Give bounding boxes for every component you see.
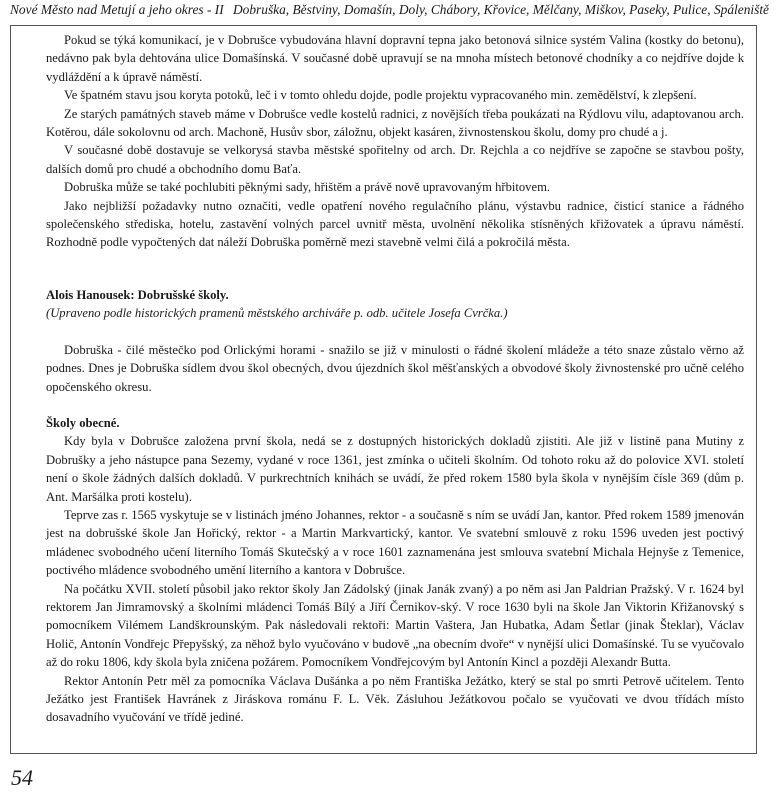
section-heading: Školy obecné. xyxy=(46,415,120,430)
paragraph: Kdy byla v Dobrušce založena první škola, nedá se z dostupných historických dokladů zjistiti. Ale již v listině pana Mutiny z Dobrušky a jeho nástupce pana Sezemy, vydané v roce 1361, jest zmínka o učiteli školním. Od tohoto roku až do polovice XVI. století není o škole žádných dalších dokladů. V purkrechtních knihách se uvádí, že před rokem 1580 byla škola v nynějším čísle 369 (dům p. Ant. Maršálka proti kostelu). xyxy=(46,434,744,504)
paragraph: Jako nejbližší požadavky nutno označiti, vedle opatření nového regulačního plánu, výstavbu radnice, čisticí stanice a řádného společenského střediska, hotelu, zastavění volných parcel uvnitř města, uvolnění několika stísněných křižovatek a úpravu náměstí. Rozhodně podle vypočtených dat náleží Dobruška poměrně mezi stavebně velmi čilá a pokročilá města. xyxy=(46,198,744,250)
article-title: Alois Hanousek: Dobrušské školy. xyxy=(46,287,229,302)
page-body xyxy=(46,31,744,727)
paragraph: Pokud se týká komunikací, je v Dobrušce vybudována hlavní dopravní tepna jako betonová silnice systém Valina (kostky do betonu), nedávno pak byla dehtována ulice Domašínská. V současné době upravují se na mnoha místech betonové chodníky a co nejdříve dojde k vydláždění a k úpravě náměstí. xyxy=(46,33,744,84)
article-intro: Dobruška - čilé městečko pod Orlickými horami - snažilo se již v minulosti o řádné školení mládeže a této snaze zůstalo věrno až podnes. Dnes je Dobruška sídlem dvou škol obecných, dvou újezdních škol měšťanských a obvodové školy živnostenské pro učně celého opočenského okresu. xyxy=(46,342,744,394)
spacer xyxy=(46,396,744,414)
paragraph: Ze starých památných staveb máme v Dobrušce vedle kostelů radnici, z novějších třeba poukázati na Rýdlovu vilu, adaptovanou arch. Kotěrou, dále sokolovnu od arch. Machoně, Husův sbor, záložnu, objekt kasáren, živnostenskou školu, domy pro chudé a j. xyxy=(46,106,744,140)
article-subtitle: (Upraveno podle historických pramenů městského archiváře p. odb. učitele Josefa Cvrčka.) xyxy=(46,306,508,321)
paragraph: Ve špatném stavu jsou koryta potoků, leč i v tomto ohledu dojde, podle projektu vypracovaného min. zemědělství, k zlepšení. xyxy=(64,88,697,103)
header-place-list: Dobruška, Běstviny, Domašín, Doly, Chábory, Křovice, Mělčany, Miškov, Paseky, Pulice, Spáleniště xyxy=(232,2,769,17)
page-number: 54 xyxy=(11,765,33,790)
paragraph: Na počátku XVII. století působil jako rektor školy Jan Zádolský (jinak Janák zvaný) a po něm asi Jan Paldrian Pražský. V r. 1624 byl rektorem Jan Jimramovský a školními mládenci Tomáš Bílý a Jiří Černikov-ský. V roce 1630 byli na škole Jan Viktorin Křižanovský s pomocníkem Vilémem Landškrounským. Pak následovali rektoři: Martin Vaštera, Jan Hubatka, Adam Šetlar (jinak Šteklar), Václav Holič, Antonín Vondřejc Přepyšský, za něhož bylo vyučováno v budově „na obecním dvoře“ v nynější ulici Domašínské. Tu se vyučovalo až do roku 1806, kdy škola byla zničena požárem. Pomocníkem Vondřejcovým byl Antonín Kincl a později Alexandr Butta. xyxy=(46,581,744,670)
paragraph: Teprve zas r. 1565 vyskytuje se v listinách jméno Johannes, rektor - a současně s ním se uvádí Jan, kantor. Před rokem 1589 jmenován jest na dobrušské škole Jan Hořický, rektor - a Martin Markvartický, kantor. Ve svatební smlouvě z roku 1596 uveden jest poctivý mládenec svobodného učení literního Tomáš Skutečský a v roce 1601 zaznamenána jest smlouva svatební Michala Hejnyše z Temenice, poctivého mládence svobodného umění literního a kantora v Dobrušce. xyxy=(46,507,744,578)
paragraph: Rektor Antonín Petr měl za pomocníka Václava Dušánka a po něm Františka Ježátko, který se stal po smrti Petrově učitelem. Tento Ježátko jest František Havránek z Jiráskova románu F. L. Věk. Zásluhou Ježátkovou počalo se vyučovati ve dvou třídách místo dosavadního vyučování ve třídě jediné. xyxy=(46,673,744,725)
spacer xyxy=(46,323,744,341)
paragraph: V současné době dostavuje se velkorysá stavba městské spořitelny od arch. Dr. Rejchla a co nejdříve se započne se stavbou pošty, dalších domů pro chudé a obchodního domu Baťa. xyxy=(46,143,744,176)
running-header xyxy=(10,2,769,24)
spacer xyxy=(46,252,744,286)
header-book-title: Nové Město nad Metují a jeho okres - II xyxy=(10,2,224,17)
paragraph: Dobruška může se také pochlubiti pěknými sady, hřištěm a právě nově upravovaným hřbitovem. xyxy=(64,180,551,195)
